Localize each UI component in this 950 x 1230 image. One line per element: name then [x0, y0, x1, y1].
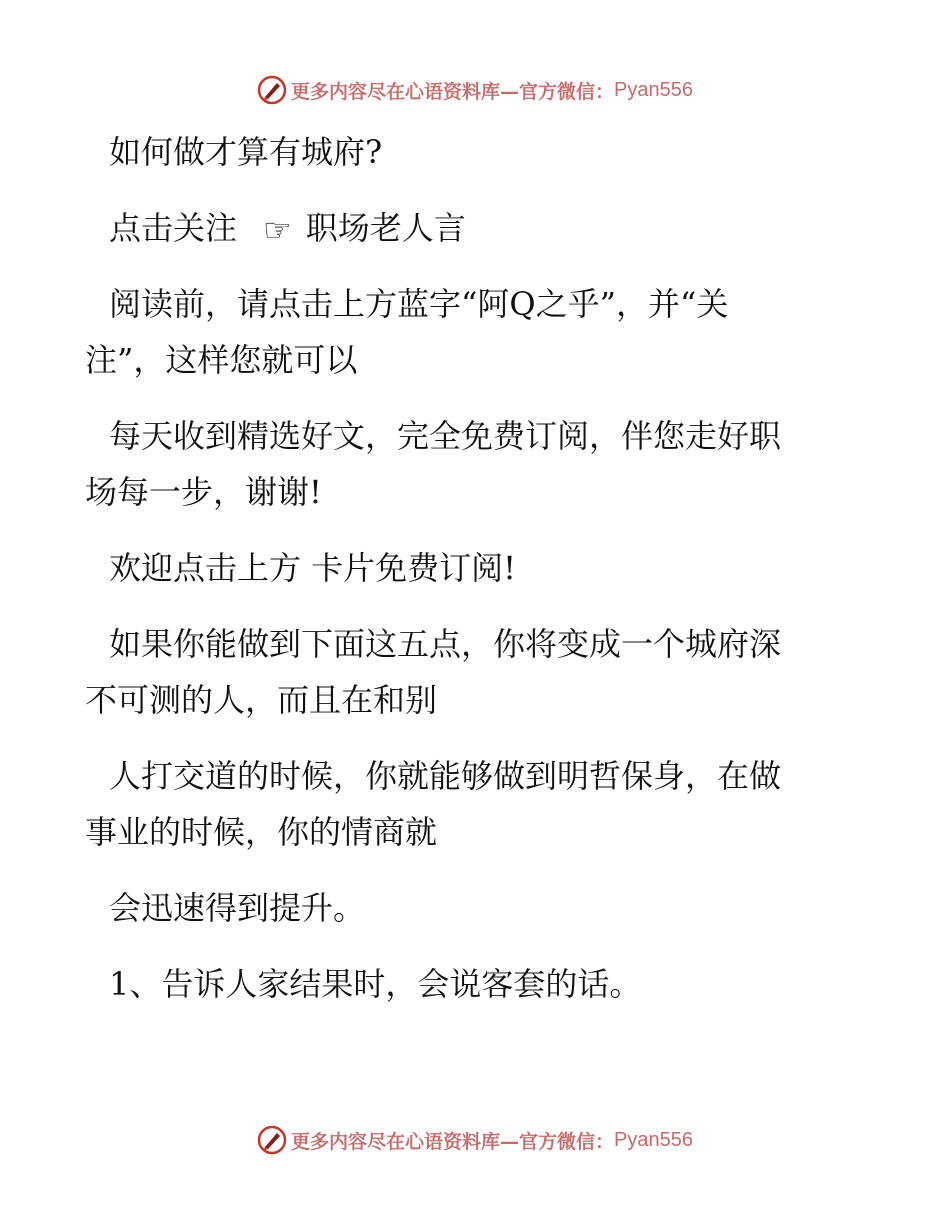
follow-prefix: 点击关注 — [109, 209, 238, 247]
banner-text: 更多内容尽在心语资料库—官方微信： — [291, 80, 615, 103]
paragraph-3: 欢迎点击上方 卡片免费订阅! — [109, 549, 517, 587]
pen-logo-icon — [257, 1125, 287, 1155]
pointing-hand-icon: ☞ — [263, 211, 292, 249]
banner-wechat-id: Pyan556 — [614, 1128, 693, 1151]
paragraph-1: 阅读前，请点击上方蓝字“阿Q之乎”，并“关 注”，这样您就可以 — [85, 285, 729, 379]
paragraph-2: 每天收到精选好文，完全免费订阅，伴您走好职 场每一步，谢谢! — [85, 417, 782, 511]
document-body — [85, 124, 832, 1032]
banner-text: 更多内容尽在心语资料库—官方微信： — [291, 1130, 615, 1153]
banner-wechat-id: Pyan556 — [614, 78, 693, 101]
header-watermark — [0, 70, 950, 110]
paragraph-7: 1、告诉人家结果时，会说客套的话。 — [109, 965, 642, 1003]
paragraph-4: 如果你能做到下面这五点，你将变成一个城府深 不可测的人，而且在和别 — [85, 625, 782, 719]
paragraph-5: 人打交道的时候，你就能够做到明哲保身，在做 事业的时候，你的情商就 — [85, 757, 782, 851]
follow-suffix: 职场老人言 — [305, 209, 466, 247]
footer-watermark — [0, 1120, 950, 1160]
document-title: 如何做才算有城府? — [109, 133, 383, 171]
paragraph-6: 会迅速得到提升。 — [109, 889, 366, 927]
follow-line — [97, 200, 832, 256]
pen-logo-icon — [257, 75, 287, 105]
